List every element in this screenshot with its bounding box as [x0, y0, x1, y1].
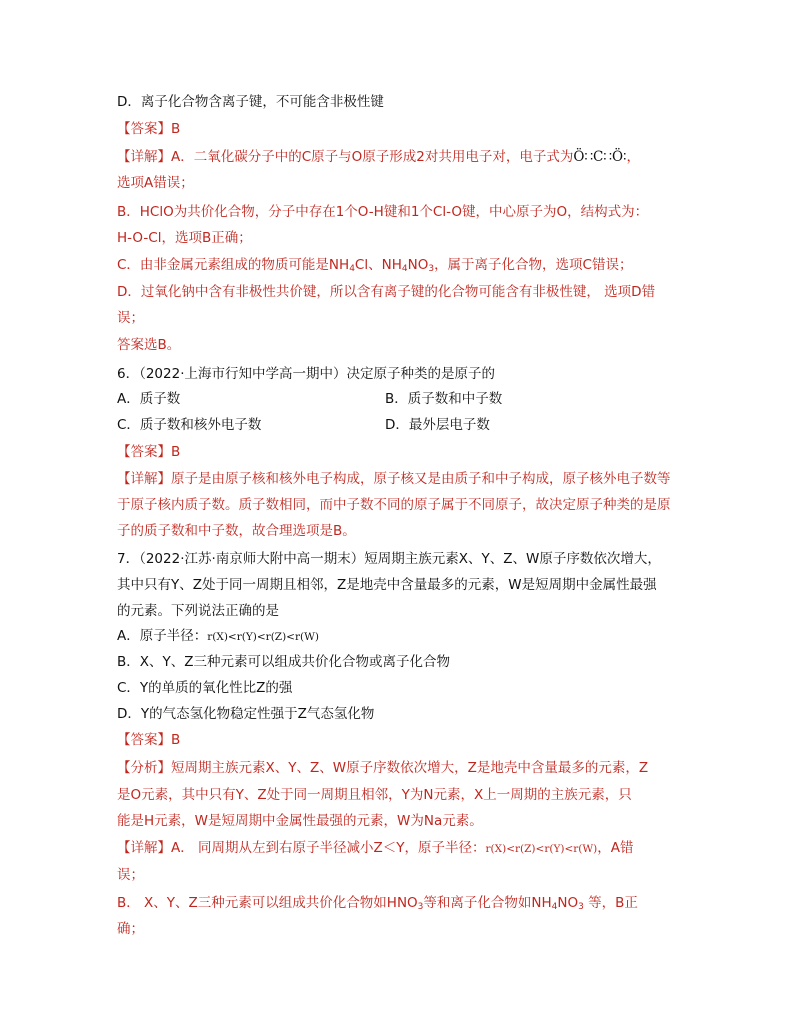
q7-detail-a-formula: r(X)<r(Z)<r(Y)<r(W) [485, 843, 598, 855]
q7-option-c: C．Y的单质的氧化性比Z的强 [117, 680, 293, 696]
q5-detail-a-text: A．二氧化碳分子中的C原子与O原子形成2对共用电子对，电子式为 [171, 149, 574, 165]
q7-detail-b-line2: 确； [117, 921, 144, 937]
sub: 3 [428, 264, 435, 274]
q7-detail-a-tail: ，A错 [597, 840, 634, 856]
detail-tag: 【详解】 [117, 840, 171, 856]
q5-answer-line [117, 120, 180, 138]
q6-option-b: B．质子数和中子数 [385, 391, 503, 407]
q5-detail-c-mid2: NO [407, 257, 429, 273]
q7-detail-a-text: A． 同周期从左到右原子半径减小Z＜Y，原子半径： [171, 840, 486, 856]
q7-option-a-formula: r(X)<r(Y)<r(Z)<r(W) [207, 631, 319, 643]
q7-option-a-label: A．原子半径： [117, 628, 208, 644]
q7-answer: B [171, 732, 181, 748]
q6-option-d: D．最外层电子数 [385, 417, 490, 433]
q5-detail-a-line1 [117, 148, 640, 166]
q7-detail-b-mid2: NO [557, 895, 579, 911]
detail-tag: 【详解】 [117, 149, 171, 165]
q6-option-a: A．质子数 [117, 391, 181, 407]
q6-detail-line3: 子的质子数和中子数，故合理选项是B。 [117, 523, 356, 539]
q7-option-b: B．X、Y、Z三种元素可以组成共价化合物或离子化合物 [117, 654, 451, 670]
q7-detail-a-line1 [117, 839, 634, 858]
sub: 4 [401, 264, 408, 274]
q7-analysis-text1: 短周期主族元素X、Y、Z、W原子序数依次增大，Z是地壳中含量最多的元素，Z [171, 760, 649, 776]
q7-option-d: D．Y的气态氢化物稳定性强于Z气态氢化物 [117, 706, 375, 722]
q5-detail-c [117, 256, 633, 274]
q5-option-d: D．离子化合物含离子键，不可能含非极性键 [117, 94, 384, 110]
q5-detail-c-post: ，属于离子化合物，选项C错误； [434, 257, 633, 273]
q7-answer-line [117, 731, 180, 749]
q5-detail-c-mid1: Cl、NH [354, 257, 402, 273]
co2-electron-formula: Ö∷C∷Ö∶ [573, 149, 627, 165]
q5-final-answer: 答案选B。 [117, 337, 181, 353]
detail-tag: 【详解】 [117, 471, 171, 487]
q5-detail-d-line2: 误； [117, 310, 144, 326]
q6-answer-line [117, 443, 180, 461]
q5-detail-d-line1: D．过氧化钠中含有非极性共价键，所以含有离子键的化合物可能含有非极性键， 选项D错 [117, 284, 656, 300]
q5-detail-c-pre: C．由非金属元素组成的物质可能是NH [117, 257, 350, 273]
q5-detail-a-line2: 选项A错误； [117, 175, 194, 191]
q7-analysis-line3: 能是H元素，W是短周期中金属性最强的元素，W为Na元素。 [117, 813, 483, 829]
q5-detail-b-line2: H-O-Cl，选项B正确； [117, 230, 252, 246]
q5-answer: B [171, 121, 181, 137]
q7-stem-line3: 的元素。下列说法正确的是 [117, 603, 279, 619]
sub: 4 [349, 264, 355, 274]
q7-detail-b-pre: B． X、Y、Z三种元素可以组成共价化合物如HNO [117, 895, 418, 911]
q6-option-c: C．质子数和核外电子数 [117, 417, 262, 433]
q6-detail-line1 [117, 470, 671, 488]
analysis-tag: 【分析】 [117, 760, 171, 776]
q7-stem-line2: 其中只有Y、Z处于同一周期且相邻，Z是地壳中含量最多的元素，W是短周期中金属性最强 [117, 577, 657, 593]
answer-tag: 【答案】 [117, 732, 171, 748]
q6-detail-text1: 原子是由原子核和核外电子构成，原子核又是由质子和中子构成，原子核外电子数等 [171, 471, 671, 487]
answer-tag: 【答案】 [117, 121, 171, 137]
q7-analysis-line2: 是O元素，其中只有Y、Z处于同一周期且相邻，Y为N元素，X上一周期的主族元素，只 [117, 787, 632, 803]
q7-detail-b-mid: 等和离子化合物如NH [423, 895, 552, 911]
q7-option-a [117, 627, 319, 646]
q6-stem: 6．（2022·上海市行知中学高一期中）决定原子种类的是原子的 [117, 366, 495, 382]
sub: 3 [417, 902, 424, 912]
q7-detail-b-post: 等，B正 [583, 895, 638, 911]
answer-tag: 【答案】 [117, 444, 171, 460]
q5-detail-a-sep: ， [626, 149, 641, 165]
sub: 4 [551, 902, 558, 912]
q6-answer: B [171, 444, 181, 460]
q7-stem-line1: 7．（2022·江苏·南京师大附中高一期末）短周期主族元素X、Y、Z、W原子序数依次增大， [117, 551, 661, 567]
q7-detail-a-line2: 误； [117, 867, 144, 883]
q6-detail-line2: 于原子核内质子数。质子数相同，而中子数不同的原子属于不同原子，故决定原子种类的是原 [117, 497, 671, 513]
q7-detail-b-line1 [117, 894, 638, 912]
q5-detail-b-line1: B．HClO为共价化合物，分子中存在1个O-H键和1个Cl-O键，中心原子为O，结构式为： [117, 204, 649, 220]
q7-analysis-line1 [117, 759, 648, 777]
sub: 3 [578, 902, 584, 912]
